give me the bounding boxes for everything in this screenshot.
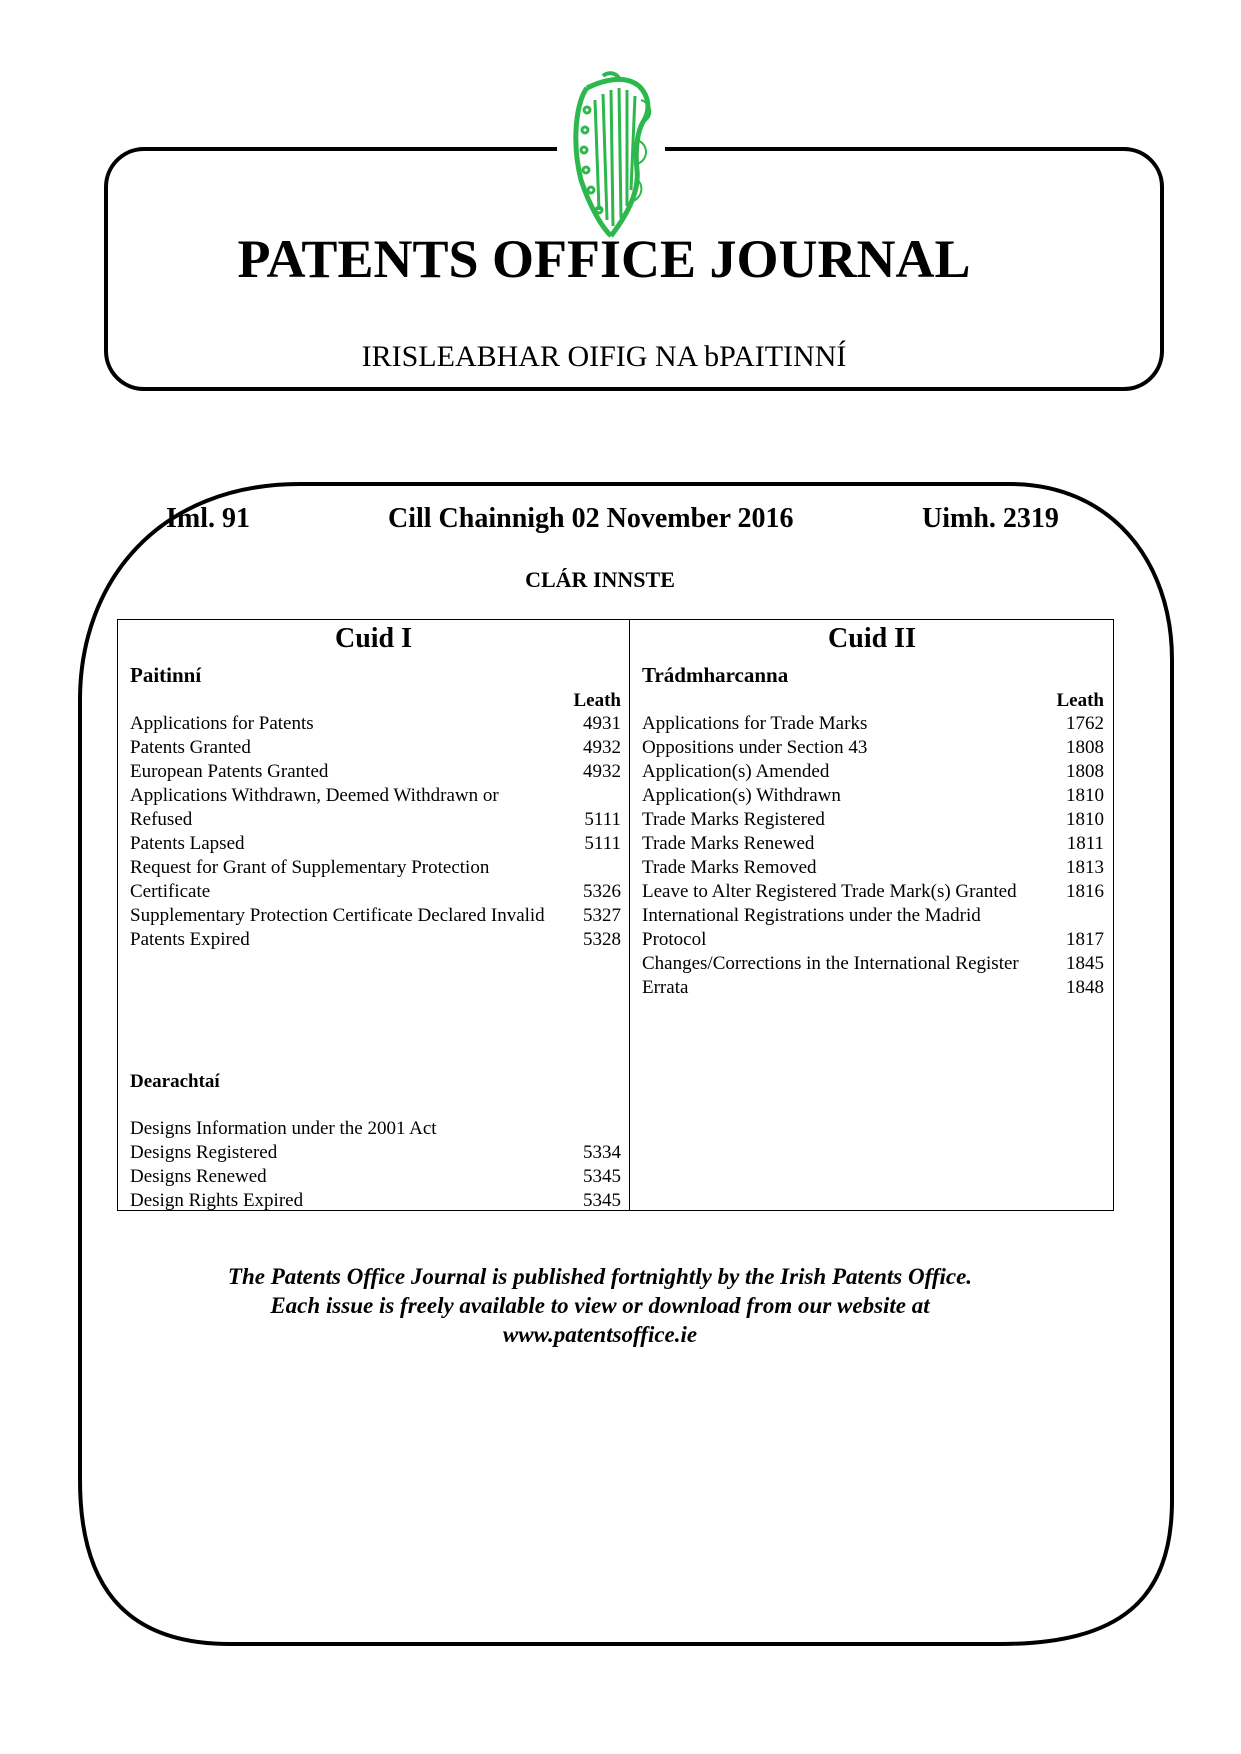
entry-page-number: 5345: [583, 1190, 621, 1211]
note-line-2: Each issue is freely available to view or download from our website at: [270, 1293, 930, 1318]
entry-page-number: 5328: [583, 929, 621, 950]
entry-label: Applications Withdrawn, Deemed Withdrawn or Refused: [130, 785, 499, 830]
contents-entry[interactable]: [130, 784, 621, 832]
entry-label: Designs Registered: [130, 1142, 278, 1163]
entry-page-number: 4932: [583, 737, 621, 758]
entry-page-number: 1813: [1066, 857, 1104, 878]
contents-entry[interactable]: [642, 760, 1104, 784]
issue-number: Uimh. 2319: [922, 503, 1059, 534]
entry-label: Supplementary Protection Certificate Declared Invalid: [130, 905, 545, 926]
entry-label: European Patents Granted: [130, 761, 329, 782]
contents-entry[interactable]: [130, 1165, 621, 1189]
entry-label: Application(s) Withdrawn: [642, 785, 841, 806]
entry-page-number: 1816: [1066, 881, 1104, 902]
contents-entry[interactable]: [130, 736, 621, 760]
entry-label: Patents Granted: [130, 737, 251, 758]
contents-entry[interactable]: [130, 928, 621, 952]
page-column-label: Leath: [573, 690, 621, 711]
entry-label: Applications for Patents: [130, 713, 314, 734]
contents-entry[interactable]: [642, 904, 1104, 952]
designs-section-heading: Dearachtaí: [130, 1071, 220, 1092]
entry-page-number: 4932: [583, 761, 621, 782]
entry-page-number: 1810: [1066, 785, 1104, 806]
journal-subtitle: IRISLEABHAR OIFIG NA bPAITINNÍ: [361, 340, 847, 373]
patents-entry-list: [130, 712, 621, 952]
entry-page-number: 4931: [583, 713, 621, 734]
contents-title: CLÁR INNSTE: [525, 567, 675, 592]
entry-label: Request for Grant of Supplementary Protection Certificate: [130, 857, 490, 902]
entry-label: Applications for Trade Marks: [642, 713, 868, 734]
entry-page-number: 1808: [1066, 737, 1104, 758]
entry-page-number: 5334: [583, 1142, 621, 1163]
trade-marks-entry-list: [642, 712, 1104, 1000]
entry-page-number: 1762: [1066, 713, 1104, 734]
contents-entry[interactable]: [642, 784, 1104, 808]
entry-page-number: 5345: [583, 1166, 621, 1187]
contents-entry[interactable]: [130, 760, 621, 784]
designs-entry-list: [130, 1117, 621, 1213]
journal-title: PATENTS OFFICE JOURNAL: [237, 229, 971, 289]
contents-entry[interactable]: [642, 952, 1104, 976]
entry-label: Patents Lapsed: [130, 833, 245, 854]
part-2-column: [630, 620, 1114, 1210]
entry-page-number: 1810: [1066, 809, 1104, 830]
part-2-heading: Cuid II: [828, 623, 916, 654]
entry-label: Patents Expired: [130, 929, 250, 950]
entry-label: Trade Marks Registered: [642, 809, 825, 830]
entry-page-number: 5111: [584, 809, 621, 830]
entry-label: Design Rights Expired: [130, 1190, 304, 1211]
entry-label: Trade Marks Renewed: [642, 833, 815, 854]
contents-entry[interactable]: [130, 1189, 621, 1213]
entry-label: Designs Renewed: [130, 1166, 267, 1187]
entry-page-number: 5327: [583, 905, 621, 926]
entry-label: Errata: [642, 977, 689, 998]
part-1-column: [118, 620, 629, 1210]
entry-page-number: 5326: [583, 881, 621, 902]
note-line-1: The Patents Office Journal is published fortnightly by the Irish Patents Office.: [227, 1264, 973, 1289]
entry-label: Oppositions under Section 43: [642, 737, 868, 758]
contents-entry[interactable]: [642, 880, 1104, 904]
contents-entry[interactable]: [130, 904, 621, 928]
contents-entry[interactable]: [130, 1141, 621, 1165]
contents-entry[interactable]: [642, 808, 1104, 832]
entry-label: Changes/Corrections in the International Register: [642, 953, 1019, 974]
contents-entry[interactable]: [642, 832, 1104, 856]
contents-entry[interactable]: [642, 736, 1104, 760]
page-column-label: Leath: [1056, 690, 1104, 711]
contents-entry[interactable]: [642, 712, 1104, 736]
contents-entry[interactable]: [130, 832, 621, 856]
entry-page-number: 1817: [1066, 929, 1104, 950]
entry-label: Designs Information under the 2001 Act: [130, 1118, 437, 1139]
entry-label: Application(s) Amended: [642, 761, 830, 782]
entry-page-number: 1811: [1066, 833, 1104, 854]
contents-table: [117, 619, 1114, 1211]
entry-page-number: 1845: [1066, 953, 1104, 974]
website-link[interactable]: www.patentsoffice.ie: [502, 1322, 698, 1347]
patents-section-heading: Paitinní: [130, 663, 202, 687]
contents-entry[interactable]: [642, 976, 1104, 1000]
entry-label: International Registrations under the Madrid Protocol: [642, 905, 981, 950]
entry-page-number: 5111: [584, 833, 621, 854]
contents-entry[interactable]: [130, 712, 621, 736]
part-1-heading: Cuid I: [334, 623, 413, 654]
publication-note: [0, 1262, 1200, 1349]
entry-page-number: 1848: [1066, 977, 1104, 998]
entry-label: Leave to Alter Registered Trade Mark(s) Granted: [642, 881, 1017, 902]
place-date: Cill Chainnigh 02 November 2016: [388, 503, 794, 534]
contents-entry[interactable]: [130, 1117, 621, 1141]
volume-label: Iml. 91: [166, 503, 250, 534]
trade-marks-section-heading: Trádmharcanna: [642, 663, 789, 687]
entry-label: Trade Marks Removed: [642, 857, 817, 878]
contents-entry[interactable]: [130, 856, 621, 904]
entry-page-number: 1808: [1066, 761, 1104, 782]
contents-entry[interactable]: [642, 856, 1104, 880]
